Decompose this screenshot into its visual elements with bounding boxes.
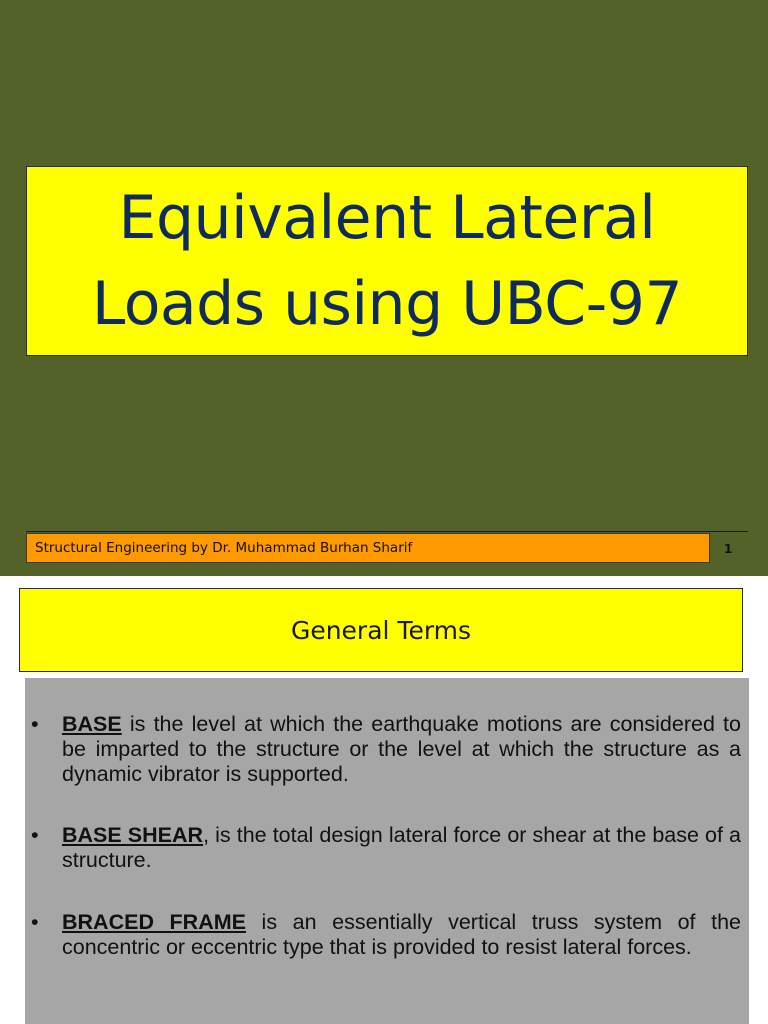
footer-divider: [26, 531, 748, 532]
title-line-2: Loads using UBC-97: [91, 269, 683, 339]
bullet-text: is an essentially vertical truss system of the concentric or eccentric type that is provided to resist lateral forces.: [62, 910, 741, 959]
bullet-dot: •: [31, 823, 39, 847]
title-line-1: Equivalent Lateral: [118, 183, 656, 253]
bullet-term: BRACED FRAME: [62, 910, 246, 934]
bullet-dot: •: [31, 910, 39, 934]
bullet-body: [62, 823, 741, 873]
bullet-item: [31, 712, 741, 787]
bullet-item: [31, 823, 741, 873]
bullet-dot: •: [31, 712, 39, 736]
bullet-item: [31, 910, 741, 960]
bullet-term: BASE SHEAR: [62, 823, 204, 847]
title-box: [26, 166, 748, 356]
page-number: 1: [724, 542, 733, 556]
slide-heading: General Terms: [290, 615, 472, 645]
footer-text: Structural Engineering by Dr. Muhammad Burhan Sharif: [35, 540, 413, 556]
slide-title: [92, 175, 682, 347]
bullet-term: BASE: [62, 712, 122, 736]
bullet-text: , is the total design lateral force or shear at the base of a structure.: [62, 823, 742, 872]
bullet-text: is the level at which the earthquake motions are considered to be imparted to the structure or the level at which the structure as a dynamic vibrator is supported.: [62, 712, 741, 786]
content-box: [25, 678, 749, 1024]
bullet-body: [62, 712, 741, 787]
heading-box: [19, 588, 743, 672]
bullet-body: [62, 910, 741, 960]
footer-bar: [26, 533, 710, 563]
